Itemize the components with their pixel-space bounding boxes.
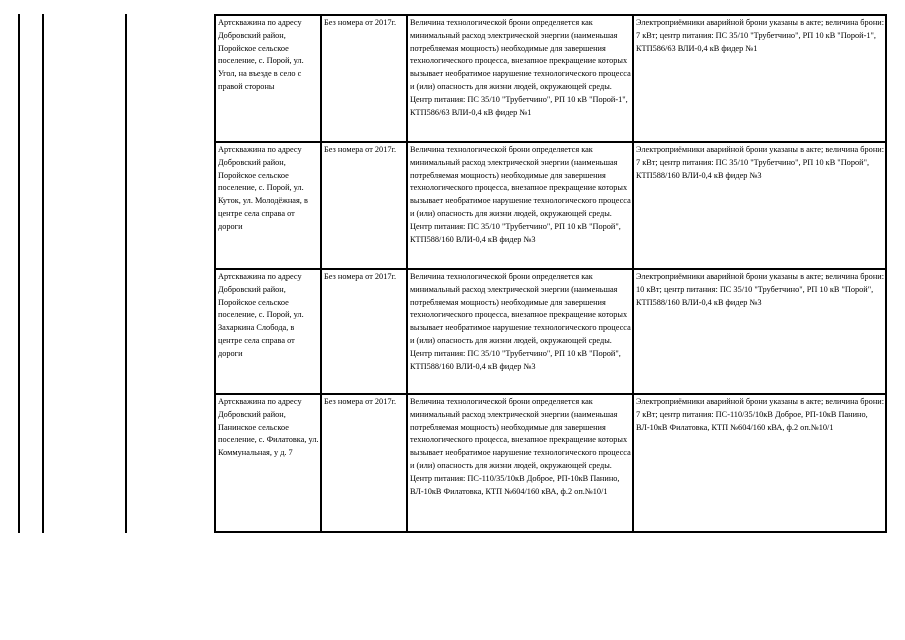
receivers-cell: Электроприёмники аварийной брони указаны в акте; величина брони: 7 кВт; центр питания: ПС 35/10 "Трубетчино", РП 10 кВ "Порой", КТП588/160 ВЛИ-0,4 кВ фидер №3 (633, 142, 886, 269)
left-margin-column-line-3 (125, 14, 127, 533)
table-row (215, 15, 886, 142)
reservation-table (214, 14, 887, 533)
address-cell: Артскважина по адресу Добровский район, Поройское сельское поселение, с. Порой, ул. Захаркина Слобода, в центре села справа от дороги (215, 269, 321, 394)
definition-cell: Величина технологической брони определяется как минимальный расход электрической энергии (наименьшая потребляемая мощность) необходимые для завершения технологического процесса, внезапное прекращение которых вызывает необратимое нарушение технологического процесса и (или) опасность для жизни людей, окружающей среды. Центр питания: ПС 35/10 "Трубетчино", РП 10 кВ "Порой", КТП588/160 ВЛИ-0,4 кВ фидер №3 (407, 142, 633, 269)
receivers-cell: Электроприёмники аварийной брони указаны в акте; величина брони: 7 кВт; центр питания: ПС 35/10 "Трубетчино", РП 10 кВ "Порой-1", КТП586/63 ВЛИ-0,4 кВ фидер №1 (633, 15, 886, 142)
address-cell: Артскважина по адресу Добровский район, Поройское сельское поселение, с. Порой, ул. Куток, ул. Молодёжная, в центре села справа от дороги (215, 142, 321, 269)
definition-cell: Величина технологической брони определяется как минимальный расход электрической энергии (наименьшая потребляемая мощность) необходимые для завершения технологического процесса, внезапное прекращение которых вызывает необратимое нарушение технологического процесса и (или) опасность для жизни людей, окружающей среды. Центр питания: ПС 35/10 "Трубетчино", РП 10 кВ "Порой", КТП588/160 ВЛИ-0,4 кВ фидер №3 (407, 269, 633, 394)
left-margin-column-line-2 (42, 14, 44, 533)
left-margin-column-line-1 (18, 14, 20, 533)
act-number-cell: Без номера от 2017г. (321, 15, 407, 142)
receivers-cell: Электроприёмники аварийной брони указаны в акте; величина брони: 7 кВт; центр питания: ПС-110/35/10кВ Доброе, РП-10кВ Панино, ВЛ-10кВ Филатовка, КТП №604/160 кВА, ф.2 оп.№10/1 (633, 394, 886, 532)
act-number-cell: Без номера от 2017г. (321, 394, 407, 532)
table-row (215, 394, 886, 532)
table-row (215, 142, 886, 269)
definition-cell: Величина технологической брони определяется как минимальный расход электрической энергии (наименьшая потребляемая мощность) необходимые для завершения технологического процесса, внезапное прекращение которых вызывает необратимое нарушение технологического процесса и (или) опасность для жизни людей, окружающей среды. Центр питания: ПС 35/10 "Трубетчино", РП 10 кВ "Порой-1", КТП586/63 ВЛИ-0,4 кВ фидер №1 (407, 15, 633, 142)
definition-cell: Величина технологической брони определяется как минимальный расход электрической энергии (наименьшая потребляемая мощность) необходимые для завершения технологического процесса, внезапное прекращение которых вызывает необратимое нарушение технологического процесса и (или) опасность для жизни людей, окружающей среды. Центр питания: ПС-110/35/10кВ Доброе, РП-10кВ Панино, ВЛ-10кВ Филатовка, КТП №604/160 кВА, ф.2 оп.№10/1 (407, 394, 633, 532)
table-row (215, 269, 886, 394)
act-number-cell: Без номера от 2017г. (321, 269, 407, 394)
address-cell: Артскважина по адресу Добровский район, Поройское сельское поселение, с. Порой, ул. Угол, на въезде в село с правой стороны (215, 15, 321, 142)
act-number-cell: Без номера от 2017г. (321, 142, 407, 269)
receivers-cell: Электроприёмники аварийной брони указаны в акте; величина брони: 10 кВт; центр питания: ПС 35/10 "Трубетчино", РП 10 кВ "Порой", КТП588/160 ВЛИ-0,4 кВ фидер №3 (633, 269, 886, 394)
address-cell: Артскважина по адресу Добровский район, Панинское сельское поселение, с. Филатовка, ул. Коммунальная, у д. 7 (215, 394, 321, 532)
